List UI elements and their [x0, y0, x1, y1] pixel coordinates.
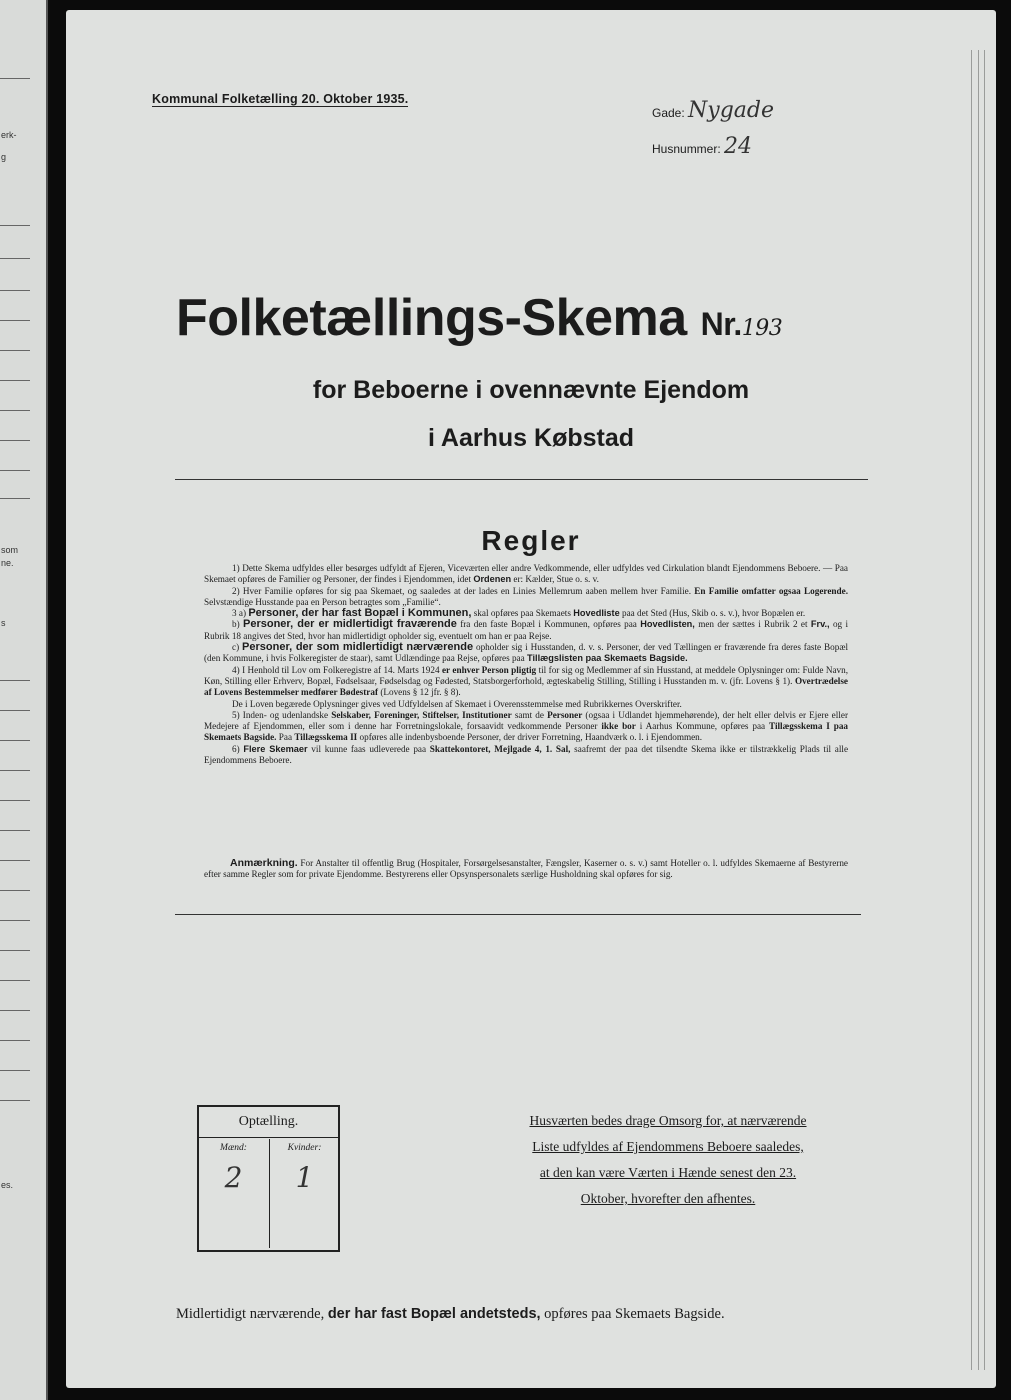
rule-1: 1) Dette Skema udfyldes eller besørges udfyldt af Ejeren, Viceværten eller andre Vedkommende, eller udfyldes ved Cirkulation blandt Ejendommens Beboere. — Paa Skemaet opføres de Familier og Personer, der findes i Ejendommen, idet Ordenen er: Kælder, Stue o. s. v. — [204, 563, 848, 585]
street-label: Gade: — [652, 106, 685, 120]
prev-page-fragment: g — [1, 152, 7, 162]
women-count — [269, 1139, 339, 1248]
rule-5: 5) Inden- og udenlandske Selskaber, Foreninger, Stiftelser, Institutioner samt de Personer (ogsaa i Udlandet hjemmehørende), der helt eller delvis er Ejere eller Medejere af Ejendommen, eller som i denne har Forretningslokale, forsaavidt vedkommende Personer ikke bor i Aarhus Kommune, opføres paa Tillægsskema I paa Skemaets Bagside. Paa Tillægsskema II opføres alle indenbysboende Personer, der driver Forretning, Haandværk o. l. i Ejendommen. — [204, 709, 849, 743]
house-number-field — [652, 134, 752, 159]
form-number-label: Nr. — [700, 306, 742, 342]
prev-page-fragment: es. — [1, 1180, 14, 1190]
rule-6: 6) Flere Skemaer vil kunne faas udleverede paa Skattekontoret, Mejlgade 4, 1. Sal, saafremt der paa det tilsendte Skema ikke er tilstrækkelig Plads til alle Ejendommens Beboere. — [204, 743, 849, 766]
men-label: Mænd: — [220, 1143, 247, 1153]
form-location: i Aarhus Købstad — [427, 424, 635, 452]
prev-page-fragment: ne. — [1, 558, 14, 568]
prev-page-fragment: s — [1, 618, 6, 628]
form-subtitle: for Beboerne i ovennævnte Ejendom — [312, 376, 750, 404]
rule-4-note: De i Loven begærede Oplysninger gives ved Udfyldelsen af Skemaet i Overensstemmelse med Rubrikkernes Overskrifter. — [232, 698, 682, 709]
notice-line: Oktober, hvorefter den afhentes. — [580, 1191, 756, 1206]
remark-label: Anmærkning. — [230, 857, 298, 869]
form-title — [176, 288, 782, 348]
rule-3b: b) Personer, der er midlertidigt fraværende fra den faste Bopæl i Kommunen, opføres paa Hovedlisten, men der sættes i Rubrik 2 et Frv., og i Rubrik 18 angives det Sted, hvor han midlertidigt opholder sig, eventuelt om han er paa Rejse. — [204, 618, 849, 641]
count-box — [197, 1105, 340, 1252]
census-form-page — [66, 10, 996, 1388]
women-value: 1 — [295, 1161, 314, 1194]
remark — [204, 858, 848, 881]
street-field — [652, 98, 774, 123]
footer-note: Midlertidigt nærværende, der har fast Bopæl andetsteds, opføres paa Skemaets Bagside. — [176, 1306, 725, 1322]
rule-3a: 3 a) Personer, der har fast Bopæl i Kommunen, skal opføres paa Skemaets Hovedliste paa det Sted (Hus, Skib o. s. v.), hvor Bopælen er. — [232, 607, 806, 620]
previous-page-edge — [0, 0, 48, 1400]
rules-text — [204, 563, 848, 766]
census-header: Kommunal Folketælling 20. Oktober 1935. — [152, 92, 409, 106]
remark-text: For Anstalter til offentlig Brug (Hospitaler, Forsørgelsesanstalter, Fængsler, Kaserner o. s. v.) samt Hoteller o. l. udfyldes Skemaerne af Bestyrerne efter samme Regler som for private Ejendomme. Bestyrerens eller Opsynspersonalets særlige Husholdning skal opføres for sig. — [204, 858, 849, 880]
street-value: Nygade — [688, 98, 775, 123]
house-number-value: 24 — [724, 134, 753, 159]
divider — [175, 914, 861, 915]
prev-page-fragment: erk- — [1, 130, 17, 140]
notice-line: at den kan være Værten i Hænde senest den 23. — [539, 1165, 797, 1180]
count-title: Optælling. — [199, 1107, 338, 1138]
prev-page-fragment: som — [1, 545, 19, 555]
landlord-notice — [498, 1108, 838, 1212]
men-value: 2 — [224, 1161, 243, 1194]
notice-line: Liste udfyldes af Ejendommens Beboere saaledes, — [532, 1139, 804, 1154]
rule-2: 2) Hver Familie opføres for sig paa Skemaet, og saaledes at der lades en Linies Mellemrum aaben mellem hver Familie. En Familie omfatter ogsaa Logerende. Selvstændige Husstande paa en Person betragtes som „Familie“. — [204, 585, 848, 607]
notice-line: Husværten bedes drage Omsorg for, at nærværende — [529, 1113, 807, 1128]
house-number-label: Husnummer: — [652, 142, 721, 156]
divider — [175, 479, 868, 480]
form-number-value: 193 — [741, 316, 783, 341]
men-count — [199, 1139, 268, 1248]
rule-4: 4) I Henhold til Lov om Folkeregistre af 14. Marts 1924 er enhver Person pligtig til for sig og Medlemmer af sin Husstand, at meddele Oplysninger om: Fulde Navn, Køn, Stilling eller Erhverv, Bopæl, Fødselsaar, Fødselsdag og Fødested, Statsborgerforhold, ægteskabelig Stilling, Stilling i Husstanden m. v. (jfr. Lovens § 1). Overtrædelse af Lovens Bestemmelser medfører Bødestraf (Lovens § 12 jfr. § 8). — [204, 664, 849, 698]
form-title-main: Folketællings-Skema — [176, 289, 687, 347]
women-label: Kvinder: — [287, 1143, 322, 1153]
rule-3c: c) Personer, der som midlertidigt nærværende opholder sig i Husstanden, d. v. s. Personer, der ved Tællingen er fraværende fra deres faste Bopæl (den Kommune, i hvis Folkeregister de staar), samt Udlændinge paa Rejse, opføres paa Tillægslisten paa Skemaets Bagside. — [204, 641, 849, 664]
rules-heading: Regler — [481, 525, 581, 556]
